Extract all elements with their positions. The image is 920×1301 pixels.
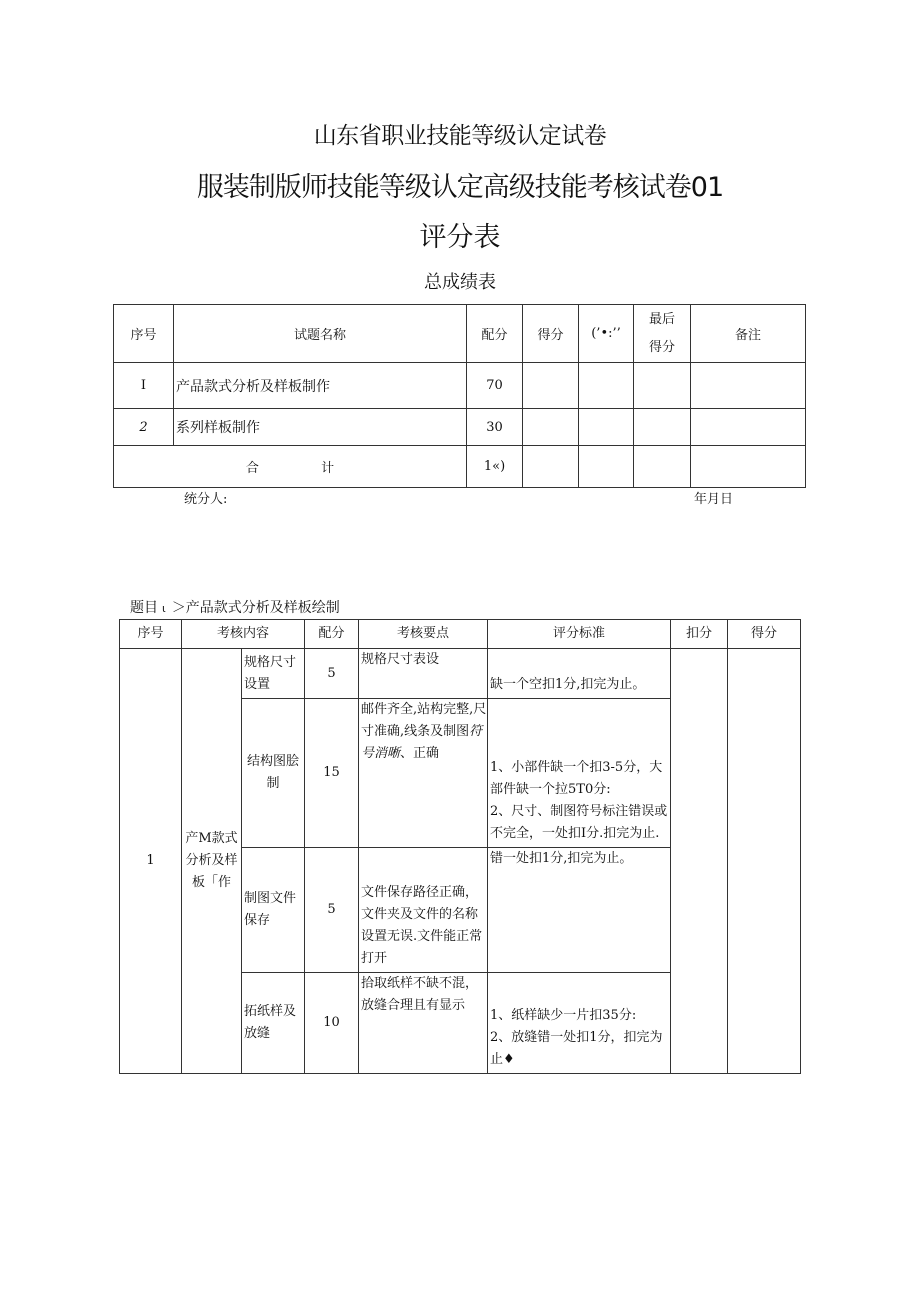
row-score: 30 <box>467 409 523 446</box>
detail-row-no: 1 <box>120 649 182 1074</box>
doc-title-line1: 山东省职业技能等级认定试卷 <box>313 123 607 149</box>
row-no-text: 2 <box>139 419 148 435</box>
item-points: 规格尺寸表设 <box>359 649 488 699</box>
col-header-final-a: 最后 <box>648 311 675 327</box>
detail-col-content: 考核内容 <box>182 620 305 649</box>
date-label: 年月日 <box>694 492 734 507</box>
item-score: 10 <box>305 973 359 1074</box>
row-got <box>523 363 579 409</box>
total-label <box>114 446 467 488</box>
table-row <box>114 363 806 409</box>
row-got <box>523 409 579 446</box>
item-criteria-1: 1、纸样缺少一片扣35分: <box>490 1008 637 1023</box>
detail-col-points: 考核要点 <box>359 620 488 649</box>
col-header-got: 得分 <box>523 305 579 363</box>
detail-col-criteria: 评分标准 <box>488 620 671 649</box>
total-remark <box>691 446 806 488</box>
item-criteria <box>488 699 671 848</box>
row-remark <box>691 409 806 446</box>
item-points: 拾取纸样不缺不混，放缝合理且有显示 <box>359 973 488 1074</box>
table-row <box>114 409 806 446</box>
item-criteria: 缺一个空扣1分,扣完为止。 <box>488 649 671 699</box>
doc-title-line2: 服装制版师技能等级认定高级技能考核试卷01 <box>196 172 724 203</box>
detail-table <box>119 619 801 1074</box>
item-points: 文件保存路径正确，文件夹及文件的名称设置无误.文件能正常打开 <box>359 848 488 973</box>
row-no <box>114 409 174 446</box>
total-final <box>634 446 691 488</box>
detail-col-got: 得分 <box>728 620 801 649</box>
detail-got <box>728 649 801 1074</box>
total-got <box>523 446 579 488</box>
summary-table <box>113 304 806 488</box>
col-header-final <box>634 305 691 363</box>
detail-header-row <box>120 620 801 649</box>
total-label-a: 合 <box>245 461 259 476</box>
row-no: I <box>114 363 174 409</box>
summary-table-title: 总成绩表 <box>424 272 496 293</box>
section-name: ＞产品款式分析及样板绘制 <box>171 600 340 616</box>
item-points-b: 、正确 <box>400 746 440 761</box>
row-final <box>634 363 691 409</box>
row-final <box>634 409 691 446</box>
item-points-a: 邮件齐全,站构完整,尺寸准确,线条及制图 <box>361 702 487 739</box>
signer-label: 统分人: <box>184 492 228 507</box>
detail-col-score: 配分 <box>305 620 359 649</box>
detail-col-no: 序号 <box>120 620 182 649</box>
row-garbled <box>579 363 634 409</box>
col-header-garbled: (’•:’’ <box>579 305 634 363</box>
row-remark <box>691 363 806 409</box>
doc-title-line3: 评分表 <box>419 222 501 253</box>
item-name: 制图文件保存 <box>242 848 305 973</box>
item-criteria <box>488 973 671 1074</box>
item-name: 规格尺寸设置 <box>242 649 305 699</box>
item-score: 5 <box>305 649 359 699</box>
total-score: 1«) <box>467 446 523 488</box>
col-header-no: 序号 <box>114 305 174 363</box>
row-score: 70 <box>467 363 523 409</box>
item-score: 15 <box>305 699 359 848</box>
summary-header-row <box>114 305 806 363</box>
table-row <box>120 649 801 699</box>
total-row <box>114 446 806 488</box>
col-header-score: 配分 <box>467 305 523 363</box>
total-label-b: 计 <box>321 461 335 476</box>
detail-content-group: 产M款式分析及样板「作 <box>182 649 242 1074</box>
row-name: 系列样板制作 <box>174 409 467 446</box>
row-garbled <box>579 409 634 446</box>
detail-deduct <box>671 649 728 1074</box>
detail-col-deduct: 扣分 <box>671 620 728 649</box>
item-criteria-2: 2、尺寸、制图符号标注错误或不完全，一处扣I分.扣完为止. <box>490 804 668 841</box>
item-name: 拓纸样及放缝 <box>242 973 305 1074</box>
item-criteria-2: 2、放缝错一处扣1分，扣完为止♦ <box>490 1030 663 1067</box>
section-num: ι <box>162 602 166 615</box>
item-points <box>359 699 488 848</box>
item-score: 5 <box>305 848 359 973</box>
item-criteria-1: 1、小部件缺一个扣3-5分，大部件缺一个拉5T0分: <box>490 760 663 797</box>
item-points-italic: 符号消晰 <box>361 724 483 761</box>
col-header-name: 试题名称 <box>174 305 467 363</box>
item-name: 结构图脍制 <box>242 699 305 848</box>
total-garbled <box>579 446 634 488</box>
section-prefix: 题目 <box>130 600 158 616</box>
section-title <box>130 597 340 617</box>
col-header-remark: 备注 <box>691 305 806 363</box>
item-criteria: 错一处扣1分,扣完为止。 <box>488 848 671 973</box>
row-name: 产品款式分析及样板制作 <box>174 363 467 409</box>
col-header-final-b: 得分 <box>648 339 675 355</box>
